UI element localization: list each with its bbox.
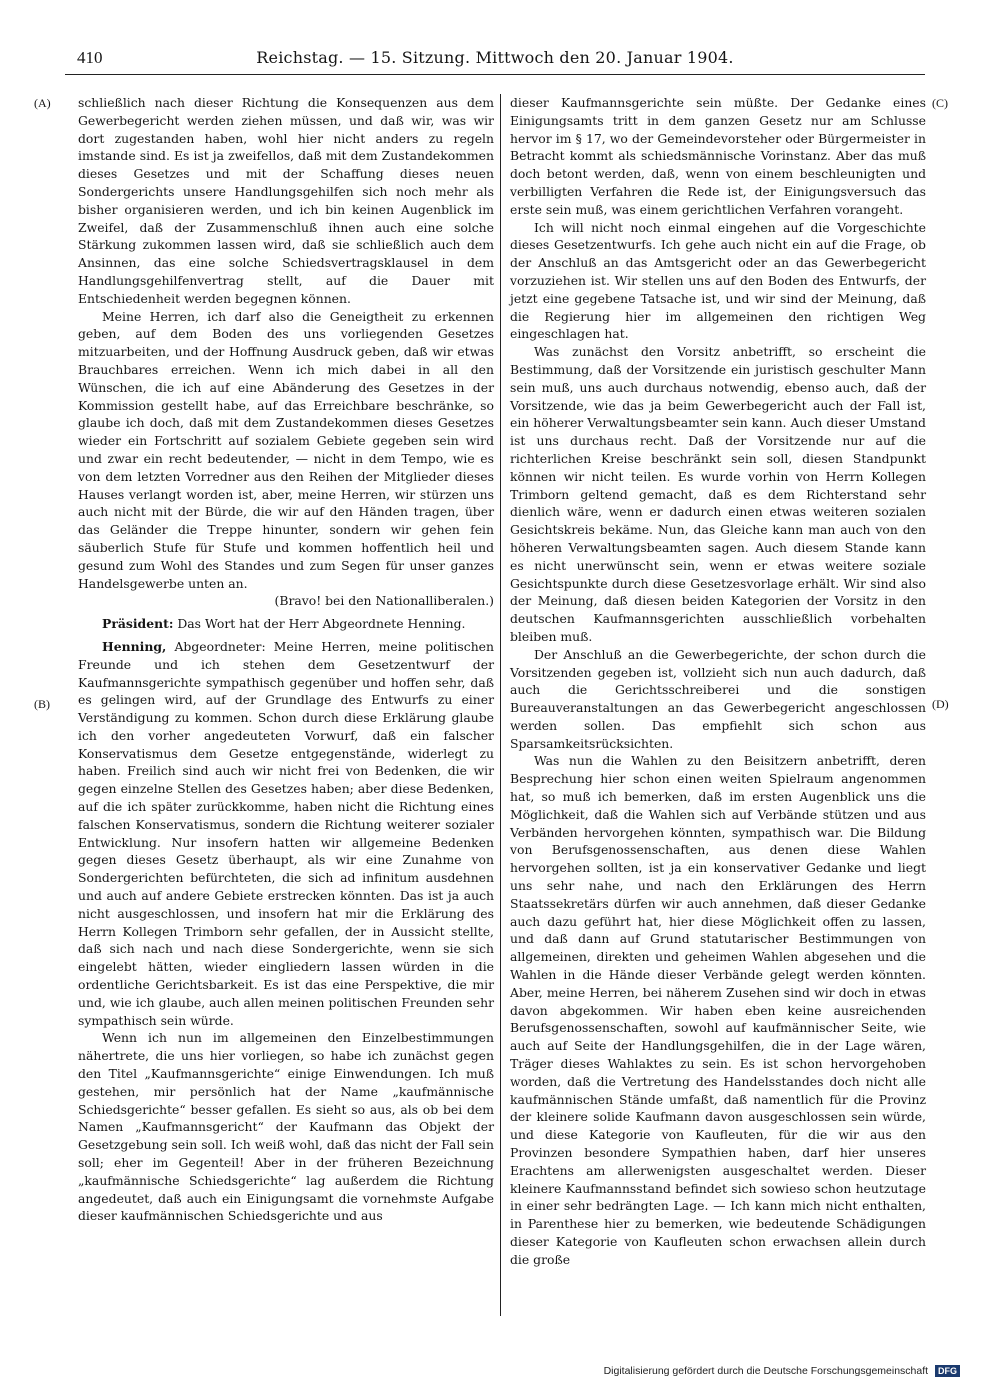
margin-label-a: (A) [34, 96, 51, 110]
paragraph: Ich will nicht noch einmal eingehen auf die Vorgeschichte dieses Gesetzentwurfs. Ich gehe auch nicht ein auf die Frage, ob der Anschluß an das Amtsgericht oder an das Gewerbegericht vorzuziehen ist. Wir stellen uns auf den Boden des Entwurfs, der jetzt eine gegebene Tatsache ist, und wir sind der Meinung, daß die Regierung hier im allgemeinen den richtigen Weg eingeschlagen hat. [510, 219, 926, 342]
left-column [78, 94, 494, 1225]
applause-note: (Bravo! bei den Nationalliberalen.) [274, 593, 494, 609]
running-title: Reichstag. — 15. Sitzung. Mittwoch den 20. Januar 1904. [256, 48, 734, 67]
paragraph: Was nun die Wahlen zu den Beisitzern anbetrifft, deren Besprechung hier schon einen weiten Spielraum angenommen hat, so muß ich bemerken, daß im ersten Augenblick uns die Möglichkeit, daß die Wahlen sich auf Verbände stützen und aus Verbänden hervorgehen könnten, sympathisch war. Die Bildung von Berufsgenossenschaften, aus denen diese Wahlen hervorgehen sollten, ist ja ein konservativer Gedanke und liegt uns sehr nahe, und nach den Erklärungen des Herrn Staatssekretärs dürfen wir auch annehmen, daß dieser Gedanke auch dazu geführt hat, hier diese Möglichkeit offen zu lassen, und daß dann auf Grund statutarischer Bestimmungen von allgemeinen, direkten und geheimen Wahlen abgesehen und die Wahlen in die Hände dieser Verbände gelegt werden könnten. Aber, meine Herren, bei näherem Zusehen sind wir doch in etwas davon abgekommen. Wir haben eben keine ausreichenden Berufsgenossenschaften, sowohl auf kaufmännischer Seite, wie auch auf Seite der Handlungsgehilfen, die in der Lage wären, Träger dieses Wahlaktes zu sein. Es ist schon hervorgehoben worden, daß die Vertretung des Handelsstandes doch nicht alle kaufmännischen Stände umfaßt, daß namentlich für die Provinz der kleinere solide Kaufmann davon ausgeschlossen sein würde, und diese Kategorie von Kaufleuten, für die wir aus den Provinzen besondere Sympathien haben, darf hier unseres Erachtens am allerwenigsten ausgeschaltet werden. Dieser kleinere Kaufmannsstand befindet sich sowieso schon heutzutage in einer sehr bedrängten Lage. — Ich kann mich nicht enthalten, in Parenthese hier zu bemerken, wie bedeutende Schädigungen dieser Kategorie von Kaufleuten schon erwachsen allein durch die große [510, 753, 926, 1267]
credit-text: Digitalisierung gefördert durch die Deutsche Forschungsgemeinschaft [603, 1365, 929, 1377]
margin-label-d: (D) [932, 697, 949, 711]
speaker-name-president: Präsident: [102, 616, 174, 632]
dfg-logo: DFG [935, 1365, 960, 1377]
speech-text: Abgeordneter: Meine Herren, meine politischen Freunde und ich stehen dem Gesetzentwurf der Kaufmannsgerichte sympathisch gegenüber und hoffen sehr, daß es gelingen wird, auf der Grundlage des Entwurfs zu einer Verständigung zu kommen. Schon durch diese Erklärung glaube ich den vorher angedeuteten Vorwurf, daß ein falscher Konservatismus dem Gesetze entgegenstände, widerlegt zu haben. Freilich sind auch wir nicht frei von Bedenken, die wir gegen einzelne Stellen des Gesetzes haben; aber diese Bedenken, auf die ich später zurückkomme, haben nicht die Richtung eines falschen Konservatismus, sondern die Richtung weiterer sozialer Entwicklung. Nur insofern hatten wir allgemeine Bedenken gegen dieses Gesetz überhaupt, als wir eine Zunahme von Sondergerichten befürchteten, die sich ad infinitum ausdehnen und auch auf andere Gebiete erstrecken könnten. Das ist ja auch nicht ausgeschlossen, und insofern hat mir die Erklärung des Herrn Kollegen Trimborn sehr gefallen, der in Aussicht stellte, daß sich nach und nach diese Sondergerichte, wenn sie sich eingelebt hätten, wieder eingliedern lassen würden in die ordentliche Gerichtsbarkeit. Es ist das eine Perspektive, die mir und, wie ich glaube, auch allen meinen politischen Freunden sehr sympathisch sein würde. [78, 638, 494, 1028]
margin-label-c: (C) [932, 96, 948, 110]
paragraph: Was zunächst den Vorsitz anbetrifft, so erscheint die Bestimmung, daß der Vorsitzende ein juristisch geschulter Mann sein muß, uns auch durchaus notwendig, ebenso auch, daß der Vorsitzende, wie das ja beim Gewerbegericht auch der Fall ist, ein höherer Verwaltungsbeamter sein kann. Auch dieser Umstand ist uns durchaus recht. Daß der Vorsitzende nur auf die richterlichen Kreise beschränkt sein soll, diesen Standpunkt können wir nicht teilen. Es wurde vorhin von Herrn Kollegen Trimborn geltend gemacht, daß es dem Richterstand sehr dienlich wäre, wenn er dadurch einen etwas weiteren sozialen Gesichtskreis bekäme. Nun, das Gleiche kann man auch von den höheren Verwaltungsbeamten sagen. Auch diesem Stande kann es nicht unerwünscht sein, wenn er etwas weitere soziale Gesichtspunkte durch diese Gesetzesvorlage erhält. Wir sind also der Meinung, daß diesen beiden Kategorien der Vorsitz in den deutschen Kaufmannsgerichten ausschließlich vorbehalten bleiben muß. [510, 344, 926, 644]
paragraph: Wenn ich nun im allgemeinen den Einzelbestimmungen nähertrete, die uns hier vorliegen, so habe ich zunächst gegen den Titel „Kaufmannsgerichte“ einige Einwendungen. Ich muß gestehen, mir persönlich hat der Name „kaufmännische Schiedsgerichte“ besser gefallen. Es sieht so aus, als ob bei dem Namen „Kaufmannsgericht“ der Kaufmann das Objekt der Gesetzgebung sein soll. Ich weiß wohl, daß das nicht der Fall sein soll; eher im Gegenteil! Aber in der früheren Bezeichnung „kaufmännische Schiedsgerichte“ lag außerdem die Richtung angedeutet, daß auch ein Einigungsamt die vornehmste Aufgabe dieser kaufmännischen Schiedsgerichte und aus [78, 1030, 494, 1224]
column-divider [500, 94, 501, 1316]
paragraph: Der Anschluß an die Gewerbegerichte, der schon durch die Vorsitzenden gegeben ist, vollzieht sich nun auch dadurch, daß auch die Gerichtsschreiberei und die sonstigen Bureauveranstaltungen an das Gewerbegericht angeschlossen werden sollen. Das empfiehlt sich schon aus Sparsamkeitsrücksichten. [510, 646, 926, 751]
paragraph: dieser Kaufmannsgerichte sein müßte. Der Gedanke eines Einigungsamts tritt in dem ganzen Gesetz nur am Schlusse hervor im § 17, wo der Gemeindevorsteher oder Bürgermeister in Betracht kommt als schiedsmännische Vorinstanz. Aber das muß doch betont werden, daß, wenn von einem beschleunigten und verbilligten Verfahren die Rede ist, der Einigungsversuch das erste sein muß, was einem gerichtlichen Verfahren vorangeht. [510, 95, 926, 217]
margin-label-b: (B) [34, 697, 50, 711]
speaker-name-henning: Henning, [102, 638, 167, 654]
paragraph: schließlich nach dieser Richtung die Konsequenzen aus dem Gewerbegericht werden ziehen müssen, und daß wir, was wir dort zugestanden haben, wohl hier nicht anders zu regeln imstande sind. Es ist ja zweifellos, daß mit dem Zustandekommen dieses Gesetzes und mit der Schaffung dieses neuen Sondergerichts unsere Handlungsgehilfen sich noch mehr als bisher organisieren werden, und ich bin keinen Augenblick im Zweifel, daß der Zusammenschluß ihnen auch eine solche Stärkung zukommen lassen wird, daß sie schließlich auch dem Ansinnen, das eine solche Schiedsvertragsklausel in dem Handlungsgehilfenvertrag stellt, auf die Dauer mit Entschiedenheit werden begegnen können. [78, 95, 494, 306]
paragraph: Meine Herren, ich darf also die Geneigtheit zu erkennen geben, auf dem Boden des uns vorliegenden Gesetzes mitzuarbeiten, und der Hoffnung Ausdruck geben, daß wir etwas Brauchbares erreichen. Wenn ich mich dabei in all den Wünschen, die ich auf eine Abänderung des Gesetzes in der Kommission gestellt habe, auf das Erreichbare beschränke, so glaube ich doch, daß mit dem Zustandekommen dieses Gesetzes wieder ein Fortschritt auf sozialem Gebiete gegeben sein wird und zwar ein recht bedeutender, — nicht in dem Tempo, wie es von dem letzten Vorredner aus den Reihen der Mitglieder dieses Hauses verlangt worden ist, aber, meine Herren, wir stürzen uns auch nicht mit der Bürde, die wir auf den Händen tragen, über das Geländer die Treppe hinunter, sondern wir gehen fein säuberlich Stufe für Stufe und kommen hoffentlich heil und gesund zum Wohl des Standes und zum Segen für unser ganzes Handelsgewerbe unten an. [78, 308, 494, 591]
president-text: Das Wort hat der Herr Abgeordnete Henning. [173, 616, 466, 632]
digitization-credit [604, 1365, 960, 1377]
page-number: 410 [77, 48, 103, 67]
president-statement [78, 615, 494, 633]
right-column [510, 94, 926, 1269]
speech-henning [78, 638, 494, 1030]
page-header [65, 46, 925, 75]
